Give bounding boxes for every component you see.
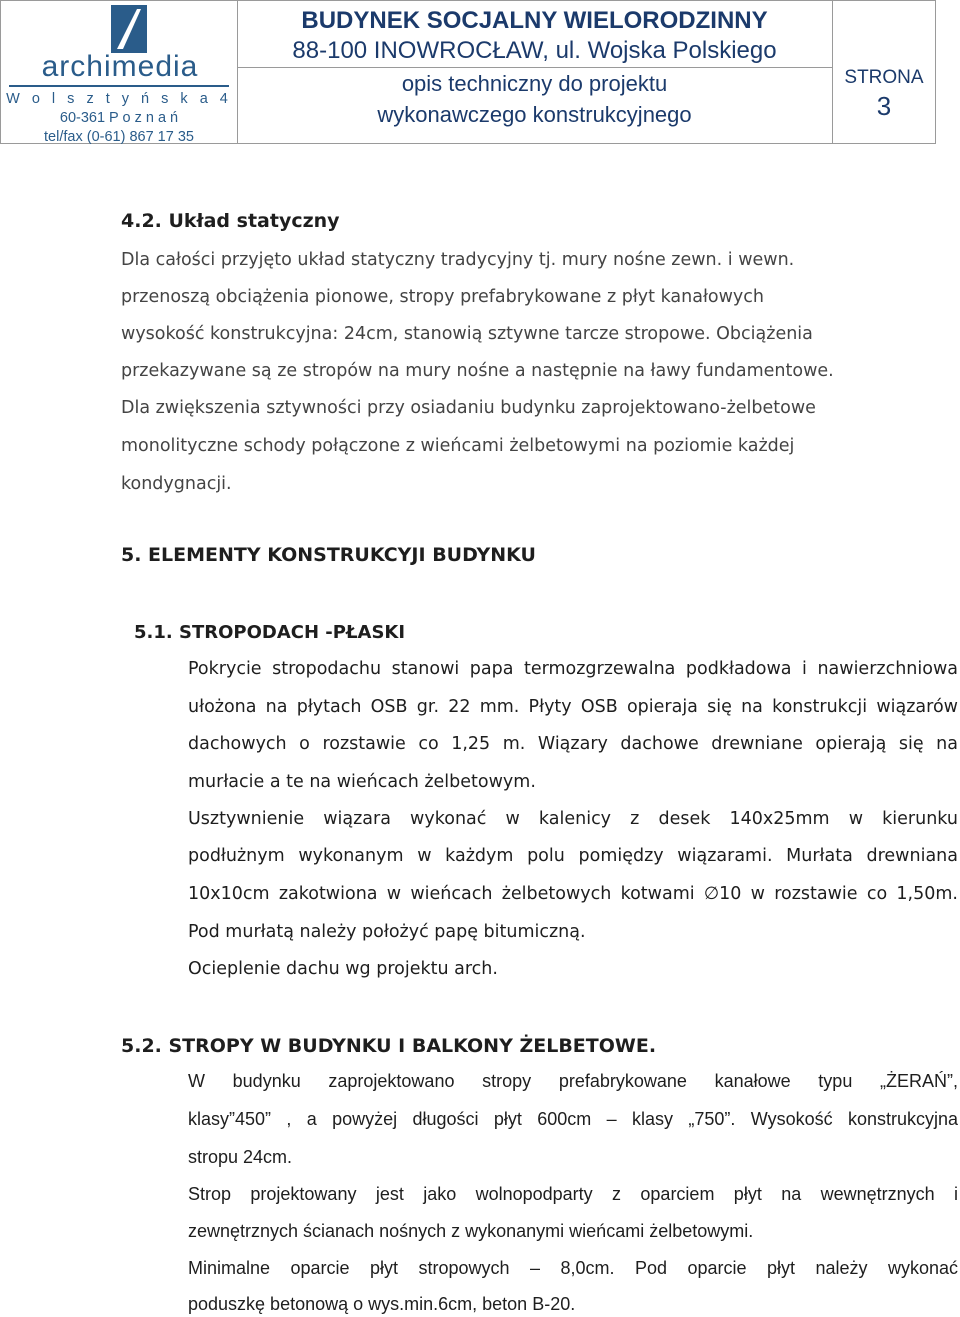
section-5-1-line: murłacie a te na wieńcach żelbetowym. bbox=[188, 772, 536, 792]
document-type-line-2: wykonawczego konstrukcyjnego bbox=[377, 102, 692, 127]
section-5-heading: 5. ELEMENTY KONSTRUKCYJI BUDYNKU bbox=[121, 544, 536, 566]
section-4-2-heading: 4.2. Układ statyczny bbox=[121, 210, 340, 232]
section-5-1-line: Pod murłatą należy położyć papę bitumiczną. bbox=[188, 922, 586, 942]
section-4-2-line: wysokość konstrukcyjna: 24cm, stanowią sztywne tarcze stropowe. Obciążenia bbox=[121, 324, 813, 344]
document-header bbox=[0, 0, 936, 144]
address-phone: tel/fax (0-61) 867 17 35 bbox=[44, 129, 194, 145]
section-5-1-line: 10x10cm zakotwiona w wieńcach żelbetowych kotwami ∅10 w rozstawie co 1,50m. bbox=[188, 884, 958, 904]
section-5-2-line: poduszkę betonową o wys.min.6cm, beton B-20. bbox=[188, 1294, 576, 1314]
section-5-2-line: klasy”450” , a powyżej długości płyt 600cm – klasy „750”. Wysokość konstrukcyjna bbox=[188, 1109, 958, 1129]
logo-underline bbox=[9, 85, 229, 87]
address-street: W o l s z t y ń s k a 4 bbox=[6, 91, 232, 107]
address-city: 60-361 P o z n a ń bbox=[59, 110, 179, 126]
section-5-1-line: dachowych o rozstawie co 1,25 m. Wiązary dachowe drewniane opierają się na bbox=[188, 734, 958, 754]
page-number: 3 bbox=[876, 91, 892, 121]
document-type-line-1: opis techniczny do projektu bbox=[401, 71, 668, 96]
page-label: STRONA bbox=[844, 67, 924, 88]
section-5-2-line: Strop projektowany jest jako wolnopodparty z oparciem płyt na wewnętrznych i bbox=[188, 1184, 958, 1204]
section-4-2-line: Dla całości przyjęto układ statyczny tradycyjny tj. mury nośne zewn. i wewn. bbox=[121, 250, 795, 270]
section-4-2-line: monolityczne schody połączone z wieńcami żelbetowymi na poziomie każdej bbox=[121, 436, 795, 456]
title-divider bbox=[237, 67, 832, 68]
section-5-2-line: zewnętrznych ścianach nośnych z wykonanymi wieńcami żelbetowymi. bbox=[188, 1221, 754, 1241]
section-5-1-heading: 5.1. STROPODACH -PŁASKI bbox=[134, 622, 406, 643]
logo-text: archimedia bbox=[41, 50, 199, 83]
section-4-2-line: Dla zwiększenia sztywności przy osiadaniu budynku zaprojektowano-żelbetowe bbox=[121, 398, 816, 418]
section-4-2-line: przekazywane są ze stropów na mury nośne a następnie na ławy fundamentowe. bbox=[121, 361, 834, 381]
section-5-2-line: Minimalne oparcie płyt stropowych – 8,0cm. Pod oparcie płyt należy wykonać bbox=[188, 1258, 958, 1278]
section-5-2-line: stropu 24cm. bbox=[188, 1147, 293, 1167]
section-5-2-line: W budynku zaprojektowano stropy prefabrykowane kanałowe typu „ŻERAŃ”, bbox=[188, 1071, 958, 1091]
section-5-1-line: podłużnym wykonanym w każdym polu pomiędzy wiązarami. Murłata drewniana bbox=[188, 846, 958, 866]
page-cell bbox=[832, 1, 935, 143]
project-title: BUDYNEK SOCJALNY WIELORODZINNY bbox=[301, 7, 768, 34]
logo-cell bbox=[1, 1, 238, 143]
section-5-2-heading: 5.2. STROPY W BUDYNKU I BALKONY ŻELBETOWE. bbox=[121, 1035, 657, 1057]
archimedia-logo-icon bbox=[111, 5, 147, 53]
project-location: 88-100 INOWROCŁAW, ul. Wojska Polskiego bbox=[292, 37, 777, 64]
section-4-2-line: kondygnacji. bbox=[121, 474, 232, 494]
section-5-1-line: Usztywnienie wiązara wykonać w kalenicy z desek 140x25mm w kierunku bbox=[188, 809, 958, 829]
section-5-1-line: Pokrycie stropodachu stanowi papa termozgrzewalna podkładowa i nawierzchniowa bbox=[188, 659, 958, 679]
section-5-1-line: ułożona na płytach OSB gr. 22 mm. Płyty OSB opieraja się na konstrukcji wiązarów bbox=[188, 697, 958, 717]
title-cell bbox=[237, 1, 833, 143]
section-4-2-line: przenoszą obciążenia pionowe, stropy prefabrykowane z płyt kanałowych bbox=[121, 287, 765, 307]
section-5-1-line: Ocieplenie dachu wg projektu arch. bbox=[188, 959, 498, 979]
